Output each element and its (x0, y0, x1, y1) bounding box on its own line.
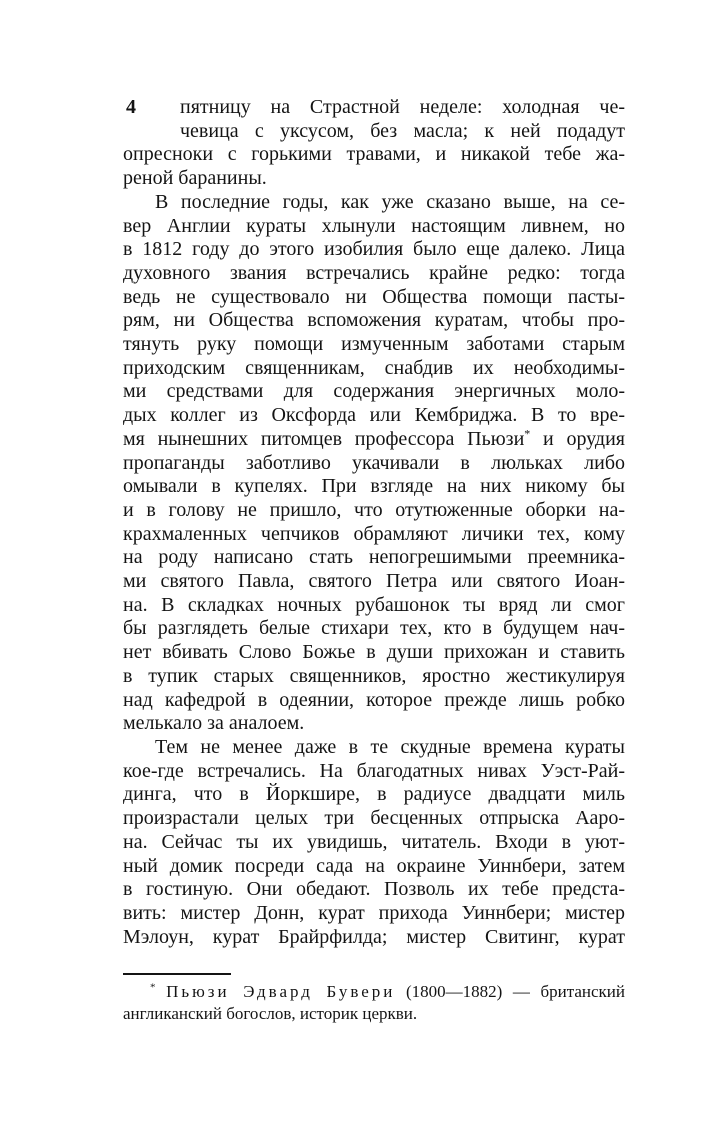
text-line: рям, ни Общества вспоможения куратам, чтобы про- (123, 309, 625, 332)
page-number: 4 (126, 96, 136, 118)
text-line: приходским священникам, снабдив их необходимы- (123, 356, 625, 379)
footnote-rule (123, 973, 231, 975)
footnote (123, 973, 625, 1025)
text-line: вер Англии кураты хлынули настоящим ливнем, но (123, 214, 625, 237)
footnote-marker: * (150, 981, 156, 994)
text-line: пятницу на Страстной неделе: холодная че- (180, 96, 625, 118)
text-line: бы разглядеть белые стихари тех, кто в будущем нач- (123, 617, 625, 640)
text-line: реной баранины. (123, 167, 267, 190)
text-line: В последние годы, как уже сказано выше, на се- (155, 190, 625, 213)
text-line: кое-где встречались. На благодатных нивах Уэст-Рай- (123, 759, 625, 782)
text-line: над кафедрой в одеянии, которое прежде лишь робко (123, 688, 625, 711)
footnote-person-name: Пьюзи Эдвард Бувери (166, 982, 396, 1001)
text-line: чевица с уксусом, без масла; к ней подадут (180, 119, 625, 142)
footnote-line-2: англиканский богослов, историк церкви. (123, 1004, 418, 1023)
text-line: омывали в купелях. При взгляде на них никому бы (123, 475, 625, 498)
text-line: вить: мистер Донн, курат прихода Уиннбери; мистер (123, 901, 625, 924)
footnote-reference-asterisk: * (524, 426, 531, 441)
text-line: в гостиную. Они обедают. Позволь их тебе предста- (123, 878, 625, 901)
text-line: нет вбивать Слово Божье в души прихожан и ставить (123, 641, 625, 664)
text-line: на. Сейчас ты их увидишь, читатель. Входи в уют- (123, 830, 625, 853)
text-line: на. В складках ночных рубашонок ты вряд ли смог (123, 593, 625, 616)
text-line: Тем не менее даже в те скудные времена кураты (155, 735, 625, 758)
text-line: опресноки с горькими травами, и никакой тебе жа- (123, 143, 625, 166)
text-line: Мэлоун, курат Брайрфилда; мистер Свитинг, курат (123, 925, 625, 948)
text-line: пропаганды заботливо укачивали в люльках либо (123, 451, 625, 474)
text-line: ведь не существовало ни Общества помощи пасты- (123, 285, 625, 308)
footnote-detail: (1800—1882) — британский (405, 982, 625, 1001)
text-line: дых коллег из Оксфорда или Кембриджа. В то вре- (123, 404, 625, 427)
text-line: тянуть руку помощи измученным заботами старым (123, 333, 625, 356)
text-line: мелькало за аналоем. (123, 712, 305, 735)
text-line: в 1812 году до этого изобилия было еще далеко. Лица (123, 238, 625, 261)
text-line: в тупик старых священников, яростно жестикулируя (123, 664, 625, 687)
text-line: и в голову не пришло, что отутюженные оборки на- (123, 498, 625, 521)
body-text (123, 96, 625, 949)
text-line: на роду написано стать непогрешимыми преемника- (123, 546, 625, 569)
text-line: духовного звания встречались крайне редко: тогда (123, 261, 625, 284)
text-line: динга, что в Йоркшире, в радиусе двадцати миль (123, 783, 625, 806)
text-line: ный домик посреди сада на окраине Уиннбери, затем (123, 854, 625, 877)
text-line: крахмаленных чепчиков обрамляют личики тех, кому (123, 522, 625, 545)
text-line: ми святого Павла, святого Петра или святого Иоан- (123, 570, 625, 593)
text-line: мя нынешних питомцев профессора Пьюзи* и орудия (123, 426, 626, 450)
text-line: произрастали целых три бесценных отпрыска Ааро- (123, 807, 625, 830)
text-line: ми средствами для содержания энергичных моло- (123, 380, 625, 403)
footnote-line-1 (123, 981, 625, 1003)
